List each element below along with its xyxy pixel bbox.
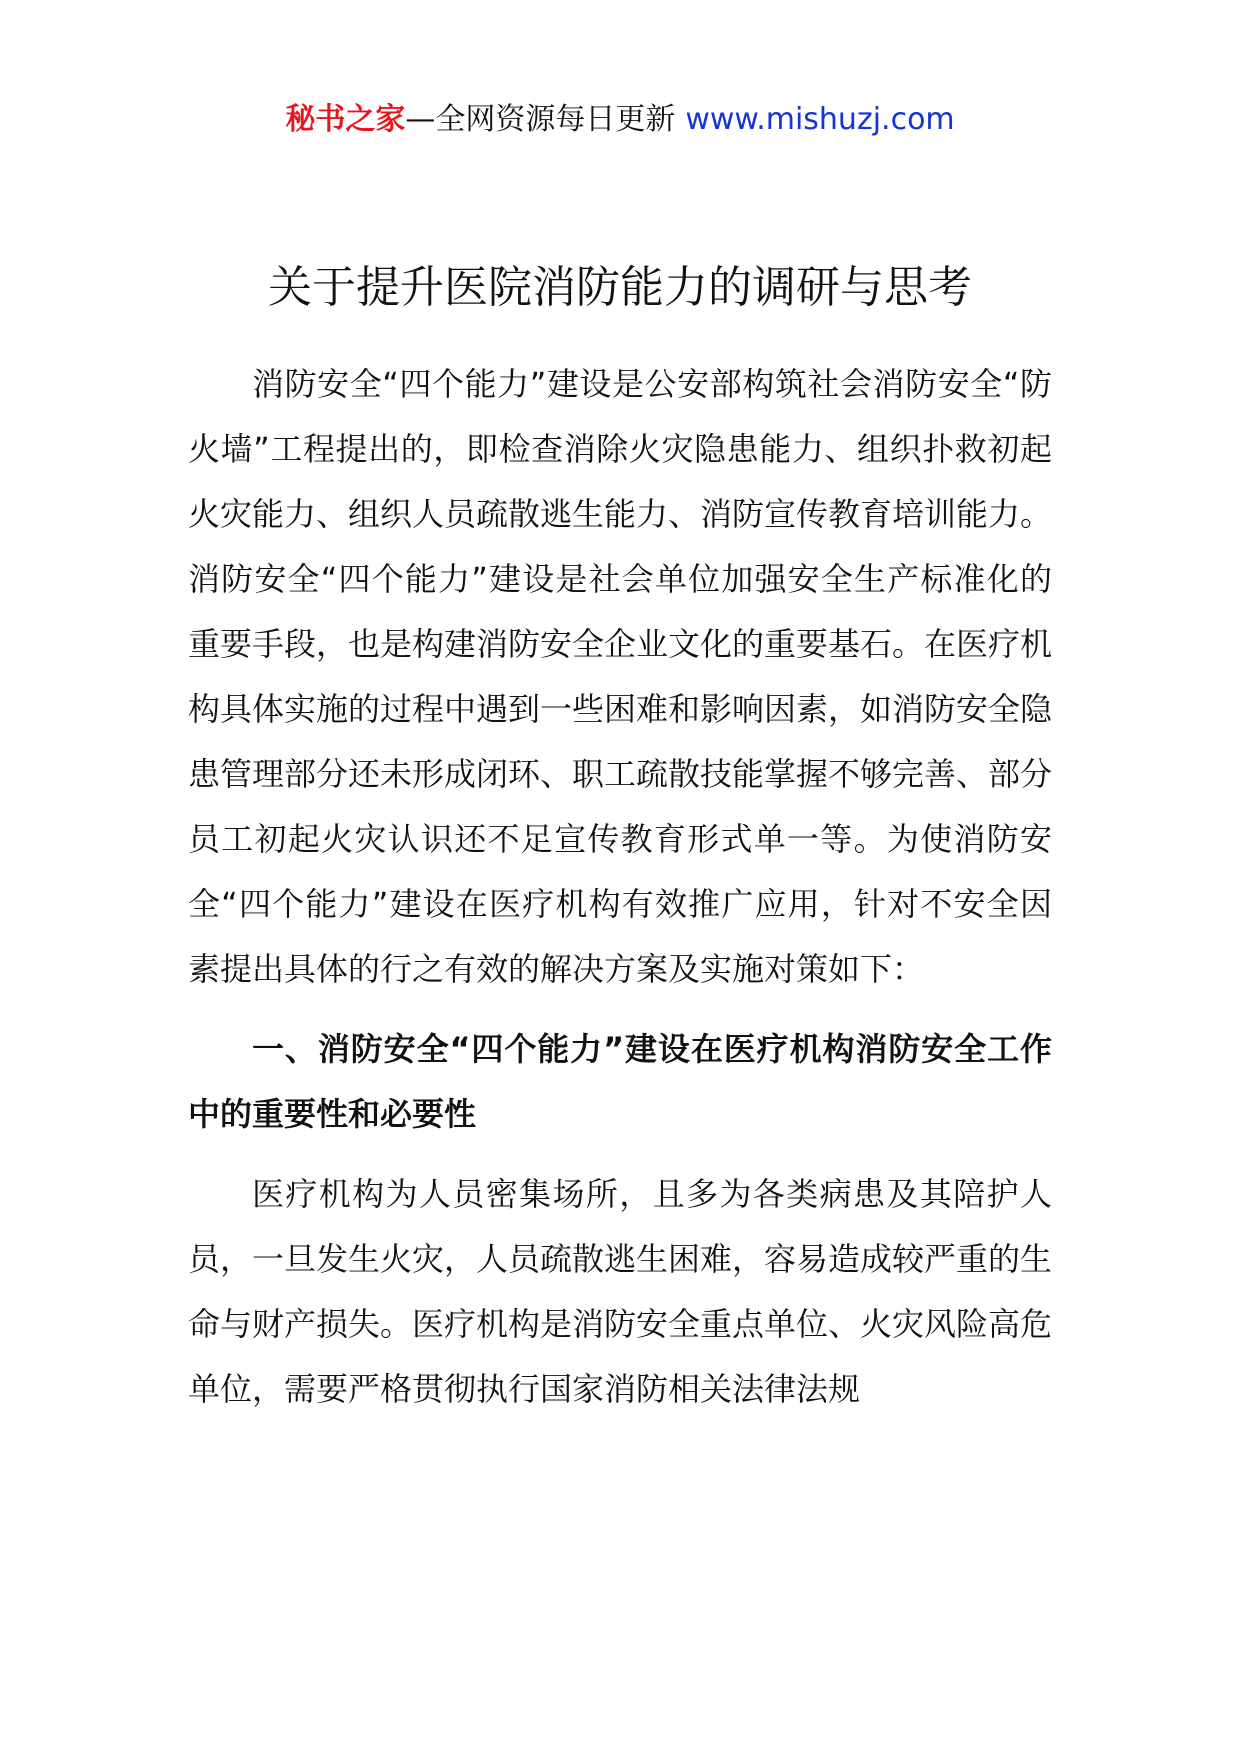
site-url-link[interactable]: www.mishuzj.com — [685, 102, 955, 137]
header-tagline: —全网资源每日更新 — [405, 102, 676, 137]
document-body — [188, 352, 1052, 1422]
intro-paragraph: 消防安全“四个能力”建设是公安部构筑社会消防安全“防火墙”工程提出的，即检查消除火灾隐患能力、组织扑救初起火灾能力、组织人员疏散逃生能力、消防宣传教育培训能力。消防安全“四个能力”建设是社会单位加强安全生产标准化的重要手段，也是构建消防安全企业文化的重要基石。在医疗机构具体实施的过程中遇到一些困难和影响因素，如消防安全隐患管理部分还未形成闭环、职工疏散技能掌握不够完善、部分员工初起火灾认识还不足宣传教育形式单一等。为使消防安全“四个能力”建设在医疗机构有效推广应用，针对不安全因素提出具体的行之有效的解决方案及实施对策如下： — [188, 365, 1053, 988]
section-heading-1: 一、消防安全“四个能力”建设在医疗机构消防安全工作中的重要性和必要性 — [188, 1030, 1052, 1133]
site-header — [0, 98, 1240, 142]
brand-name: 秘书之家 — [285, 102, 406, 137]
document-title: 关于提升医院消防能力的调研与思考 — [268, 262, 972, 313]
section-1-paragraph: 医疗机构为人员密集场所，且多为各类病患及其陪护人员，一旦发生火灾，人员疏散逃生困难，容易造成较严重的生命与财产损失。医疗机构是消防安全重点单位、火灾风险高危单位，需要严格贯彻执行国家消防相关法律法规 — [188, 1175, 1053, 1408]
